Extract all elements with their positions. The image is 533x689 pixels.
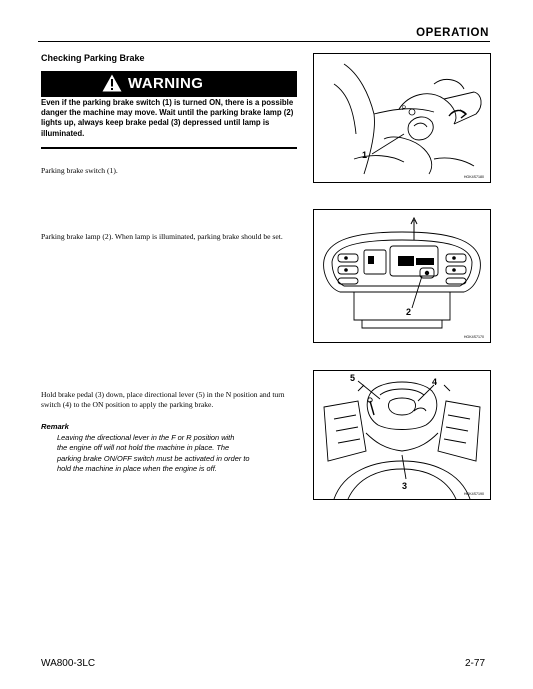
cab-controls-illustration — [314, 371, 490, 499]
footer-model: WA800-3LC — [41, 658, 96, 669]
parking-brake-switch-illustration — [314, 54, 490, 182]
instrument-panel-illustration — [314, 210, 490, 342]
remark-line: hold the machine in place when the engine is off. — [57, 463, 217, 473]
step-text-parking-brake-lamp: Parking brake lamp (2). When lamp is illuminated, parking brake should be set. — [41, 232, 283, 241]
header-section-title: OPERATION — [416, 27, 489, 39]
callout-3: 3 — [402, 481, 408, 491]
callout-4: 4 — [432, 377, 438, 387]
callout-5: 5 — [350, 373, 356, 383]
step-text-parking-brake-switch: Parking brake switch (1). — [41, 166, 118, 175]
remark-body — [57, 433, 297, 474]
figure-parking-brake-switch — [313, 53, 491, 183]
step-text-brake-pedal: Hold brake pedal (3) down, place directional lever (5) in the N position and turn switch (4) to the ON position to apply the parking brake. — [41, 390, 285, 409]
remark-line: parking brake ON/OFF switch must be activated in order to — [57, 453, 250, 463]
warning-label: WARNING — [128, 75, 204, 92]
figure-code: HGK4S7190 — [463, 492, 484, 496]
callout-2: 2 — [406, 307, 412, 317]
figure-code: HGK4S7170 — [463, 335, 484, 339]
remark-title: Remark — [41, 422, 69, 431]
remark-line: Leaving the directional lever in the F or R position with — [57, 433, 235, 442]
figure-brake-pedal-and-lever — [313, 370, 491, 500]
remark-line: the engine off will not hold the machine in place. The — [57, 443, 230, 453]
figure-code: HGK4S7180 — [463, 175, 484, 179]
callout-1: 1 — [362, 150, 368, 160]
warning-triangle-icon — [102, 74, 122, 92]
footer-page-number: 2-77 — [465, 658, 486, 669]
warning-text: Even if the parking brake switch (1) is turned ON, there is a possible danger the machine may move. Wait until the parking brake lamp (2) lights up, always keep brake pedal (3) depressed until lamp is illuminated. — [41, 98, 294, 138]
figure-parking-brake-lamp — [313, 209, 491, 343]
header-rule — [38, 41, 490, 42]
warning-rule — [41, 147, 297, 149]
switch-marking: P — [402, 106, 407, 112]
section-title: Checking Parking Brake — [41, 53, 145, 63]
